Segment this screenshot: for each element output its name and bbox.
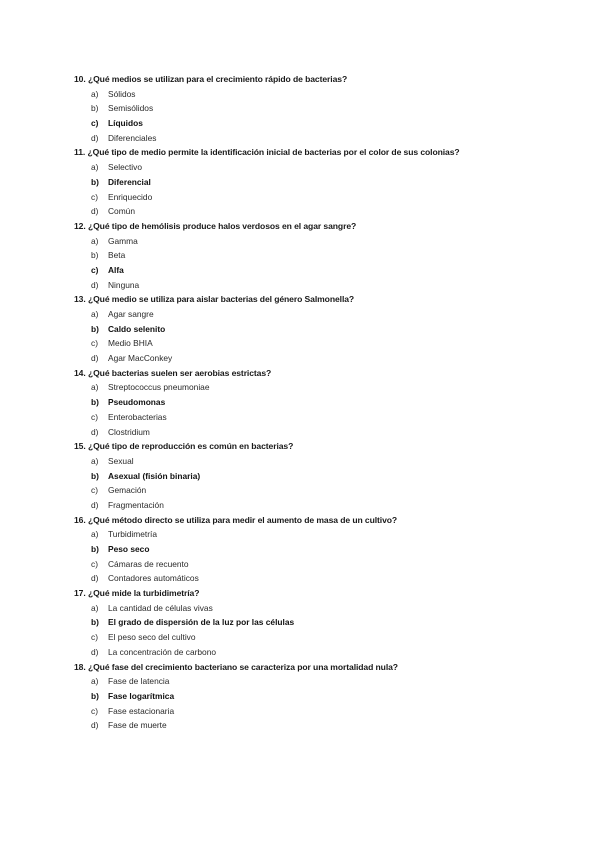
question-15 [74,439,574,512]
answer-option [74,380,574,395]
answer-option [74,498,574,513]
option-letter: c) [91,632,98,643]
option-text: Gemación [108,485,147,496]
option-letter: c) [91,118,99,129]
option-letter: d) [91,426,99,437]
option-text: Fase estacionaria [108,705,175,716]
option-letter: b) [91,397,99,408]
answer-option-correct [74,175,574,190]
option-text: Peso seco [108,544,150,554]
answer-option-correct [74,542,574,557]
option-text: Cámaras de recuento [108,558,189,569]
question-text [74,660,574,675]
option-letter: c) [91,191,98,202]
option-text: El grado de dispersión de la luz por las células [108,617,295,628]
option-text: La concentración de carbono [108,646,217,657]
answer-option [74,248,574,263]
option-text: Agar MacConkey [108,353,173,364]
option-letter: a) [91,529,99,540]
question-number: 10. [74,74,86,84]
answer-option [74,336,574,351]
question-text [74,513,574,528]
answer-option-correct [74,395,574,410]
option-letter: c) [91,264,99,275]
option-letter: c) [91,558,98,569]
option-text: Alfa [108,264,124,275]
answer-option [74,704,574,719]
option-letter: d) [91,720,99,731]
option-text: Diferencial [108,176,151,187]
option-text: Gamma [108,235,138,246]
question-text [74,366,574,381]
option-text: Streptococcus pneumoniae [108,382,210,393]
option-letter: b) [91,470,99,481]
question-label: ¿Qué tipo de reproducción es común en bacterias? [87,441,294,452]
option-letter: a) [91,455,99,466]
answer-option [74,454,574,469]
answer-option-correct [74,615,574,630]
option-letter: d) [91,573,99,584]
answer-option [74,630,574,645]
option-text: Diferenciales [108,132,157,143]
question-number: 18. [74,661,86,672]
option-letter: d) [91,279,99,290]
question-13 [74,292,574,365]
option-letter: a) [91,162,99,173]
question-text [74,145,574,160]
option-letter: b) [91,690,99,701]
question-16 [74,513,574,586]
option-letter: b) [91,617,99,628]
question-11 [74,145,574,218]
option-text: Ninguna [108,279,140,290]
option-text: Pseudomonas [108,397,166,408]
option-text: Fase de latencia [108,676,170,687]
option-text: La cantidad de células vivas [108,602,213,613]
option-text: Medio BHIA [108,338,153,349]
question-number: 14. [74,367,86,378]
option-letter: b) [91,544,99,554]
answer-option [74,190,574,205]
option-letter: b) [91,176,99,187]
question-number: 15. [74,441,86,452]
answer-option-correct [74,689,574,704]
question-number: 12. [74,220,86,231]
question-18 [74,660,574,733]
option-letter: c) [91,705,98,716]
answer-option [74,160,574,175]
option-text: Sexual [108,455,134,466]
option-letter: a) [91,602,99,613]
option-letter: c) [91,338,98,349]
option-text: Fase logarítmica [108,690,175,701]
answer-option [74,483,574,498]
option-text: Enriquecido [108,191,153,202]
option-text: Fase de muerte [108,720,167,731]
question-14 [74,366,574,439]
option-letter: d) [91,646,99,657]
option-text: Selectivo [108,162,142,173]
option-text: Común [108,206,135,217]
question-10 [74,72,574,145]
answer-option [74,131,574,146]
question-text [74,72,574,87]
question-number: 17. [74,588,86,599]
answer-option [74,410,574,425]
question-text [74,292,574,307]
question-number: 11. [74,147,86,158]
answer-option [74,571,574,586]
answer-option [74,307,574,322]
option-letter: a) [91,235,99,246]
answer-option [74,645,574,660]
answer-option-correct [74,322,574,337]
option-letter: d) [91,132,99,143]
option-text: Sólidos [108,88,136,99]
question-label: ¿Qué mide la turbidimetría? [87,588,200,599]
question-label: ¿Qué bacterias suelen ser aerobias estrictas? [87,367,272,378]
option-text: Agar sangre [108,309,154,319]
question-label: ¿Qué fase del crecimiento bacteriano se caracteriza por una mortalidad nula? [87,661,398,672]
answer-option [74,351,574,366]
question-label: ¿Qué medio se utiliza para aislar bacterias del género Salmonella? [87,294,355,305]
option-letter: b) [91,250,99,261]
option-text: Clostridium [108,426,150,437]
question-17 [74,586,574,659]
option-letter: d) [91,499,99,510]
option-text: Contadores automáticos [108,573,199,584]
answer-option [74,425,574,440]
option-letter: a) [91,676,99,687]
answer-option-correct [74,116,574,131]
question-number: 16. [74,514,86,525]
question-text [74,439,574,454]
option-letter: d) [91,206,99,217]
answer-option [74,234,574,249]
answer-option-correct [74,263,574,278]
option-text: Fragmentación [108,499,164,510]
question-label: ¿Qué método directo se utiliza para medir el aumento de masa de un cultivo? [87,514,398,525]
answer-option [74,557,574,572]
option-letter: c) [91,411,98,422]
question-list [74,72,574,733]
answer-option [74,527,574,542]
option-text: Semisólidos [108,103,154,114]
answer-option [74,674,574,689]
answer-option [74,278,574,293]
question-text [74,219,574,234]
option-text: Enterobacterias [108,411,167,422]
answer-option [74,718,574,733]
option-text: El peso seco del cultivo [108,632,196,643]
option-text: Asexual (fisión binaria) [108,470,201,481]
question-text [74,586,574,601]
question-label: ¿Qué tipo de hemólisis produce halos verdosos en el agar sangre? [87,220,357,231]
question-label: ¿Qué tipo de medio permite la identificación inicial de bacterias por el color de sus colonias? [87,147,460,158]
answer-option [74,601,574,616]
answer-option [74,101,574,116]
question-label: ¿Qué medios se utilizan para el crecimiento rápido de bacterias? [87,74,348,84]
option-text: Caldo selenito [108,323,166,334]
question-number: 13. [74,294,86,305]
question-12 [74,219,574,292]
option-text: Líquidos [108,118,143,129]
answer-option-correct [74,469,574,484]
option-letter: b) [91,323,99,334]
option-letter: a) [91,309,99,319]
option-letter: d) [91,353,99,364]
option-letter: b) [91,103,99,114]
option-letter: a) [91,88,99,99]
option-text: Turbidimetría [108,529,158,540]
option-letter: a) [91,382,99,393]
option-letter: c) [91,485,98,496]
option-text: Beta [108,250,126,261]
answer-option [74,204,574,219]
answer-option [74,87,574,102]
